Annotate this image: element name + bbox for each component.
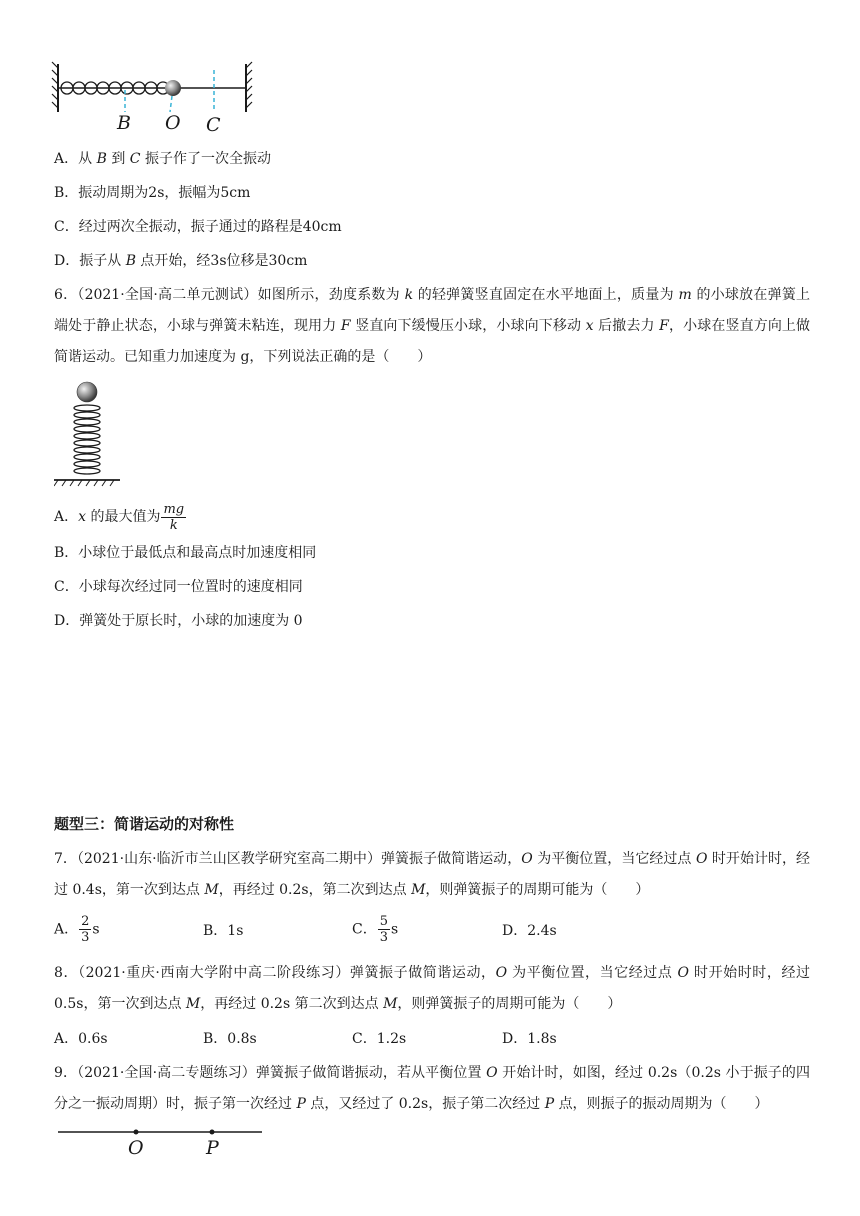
- q7-option-c: C． $\frac{5}{3}$ s: [352, 914, 399, 945]
- q6-option-c: C．小球每次经过同一位置时的速度相同: [54, 579, 303, 595]
- q6-option-b: B．小球位于最低点和最高点时加速度相同: [54, 545, 317, 561]
- q6-option-a: A．x 的最大值为 $\frac{mg}{k}$: [54, 501, 185, 533]
- q9-stem: 9．（2021·全国·高二专题练习）弹簧振子做简谐振动，若从平衡位置 O 开始计时，如图，经过 0.2s（0.2s 小于振子的四分之一振动周期）时，振子第一次经过 P 点，又经过了 0.2s，振子第二次经过 P 点，则振子的振动周期为（ ）: [54, 1065, 811, 1112]
- q8-option-c: C．1.2s: [352, 1031, 407, 1047]
- q8-option-a: A．0.6s: [54, 1031, 108, 1047]
- fraction-2-over-3: $\frac{2}{3}$: [81, 914, 90, 945]
- q8-stem: 8．（2021·重庆·西南大学附中高二阶段练习）弹簧振子做简谐运动，O 为平衡位置，当它经过点 O 时开始时时，经过 0.5s，第一次到达点 M，再经过 0.2s 第二次到达点 M，则弹簧振子的周期可能为（ ）: [54, 965, 811, 1012]
- q5-option-b: B．振动周期为2s，振幅为5cm: [54, 185, 251, 201]
- figure-label-b: B: [117, 112, 131, 134]
- q8-option-d: D．1.8s: [502, 1031, 557, 1047]
- figure-label-o: O: [165, 112, 181, 134]
- q8-option-b: B．0.8s: [203, 1031, 257, 1047]
- q7-option-d: D．2.4s: [502, 923, 557, 939]
- figure-label-c: C: [206, 114, 221, 136]
- q5-option-a: A．从 B 到 C 振子作了一次全振动: [54, 151, 271, 167]
- q5-option-d: D．振子从 B 点开始，经3s位移是30cm: [54, 253, 308, 269]
- q5-option-c: C．经过两次全振动，振子通过的路程是40cm: [54, 219, 342, 235]
- figure-label-o2: O: [128, 1137, 144, 1159]
- fraction-mg-over-k: $\frac{mg}{k}$: [163, 501, 185, 533]
- op-line-figure: [58, 1124, 264, 1138]
- figure-label-p: P: [206, 1137, 219, 1159]
- spring-oscillator-figure: [50, 60, 260, 140]
- q7-stem: 7．（2021·山东·临沂市兰山区教学研究室高二期中）弹簧振子做简谐运动，O 为平衡位置，当它经过点 O 时开始计时，经过 0.4s，第一次到达点 M，再经过 0.2s，第二次到达点 M，则弹簧振子的周期可能为（ ）: [54, 851, 811, 898]
- vertical-spring-figure: [54, 378, 124, 488]
- section-heading: 题型三：简谐运动的对称性: [54, 815, 235, 833]
- q7-option-a: A． $\frac{2}{3}$ s: [54, 914, 100, 945]
- q7-option-b: B．1s: [203, 923, 244, 939]
- q6-stem: 6．（2021·全国·高二单元测试）如图所示，劲度系数为 k 的轻弹簧竖直固定在水平地面上，质量为 m 的小球放在弹簧上端处于静止状态，小球与弹簧未粘连，现用力 F 竖直向下缓慢压小球，小球向下移动 x 后撤去力 F，小球在竖直方向上做简谐运动。已知重力加速度为 g，下列说法正确的是（ ）: [54, 287, 811, 365]
- fraction-5-over-3: $\frac{5}{3}$: [379, 914, 388, 945]
- q6-option-d: D．弹簧处于原长时，小球的加速度为 0: [54, 613, 303, 629]
